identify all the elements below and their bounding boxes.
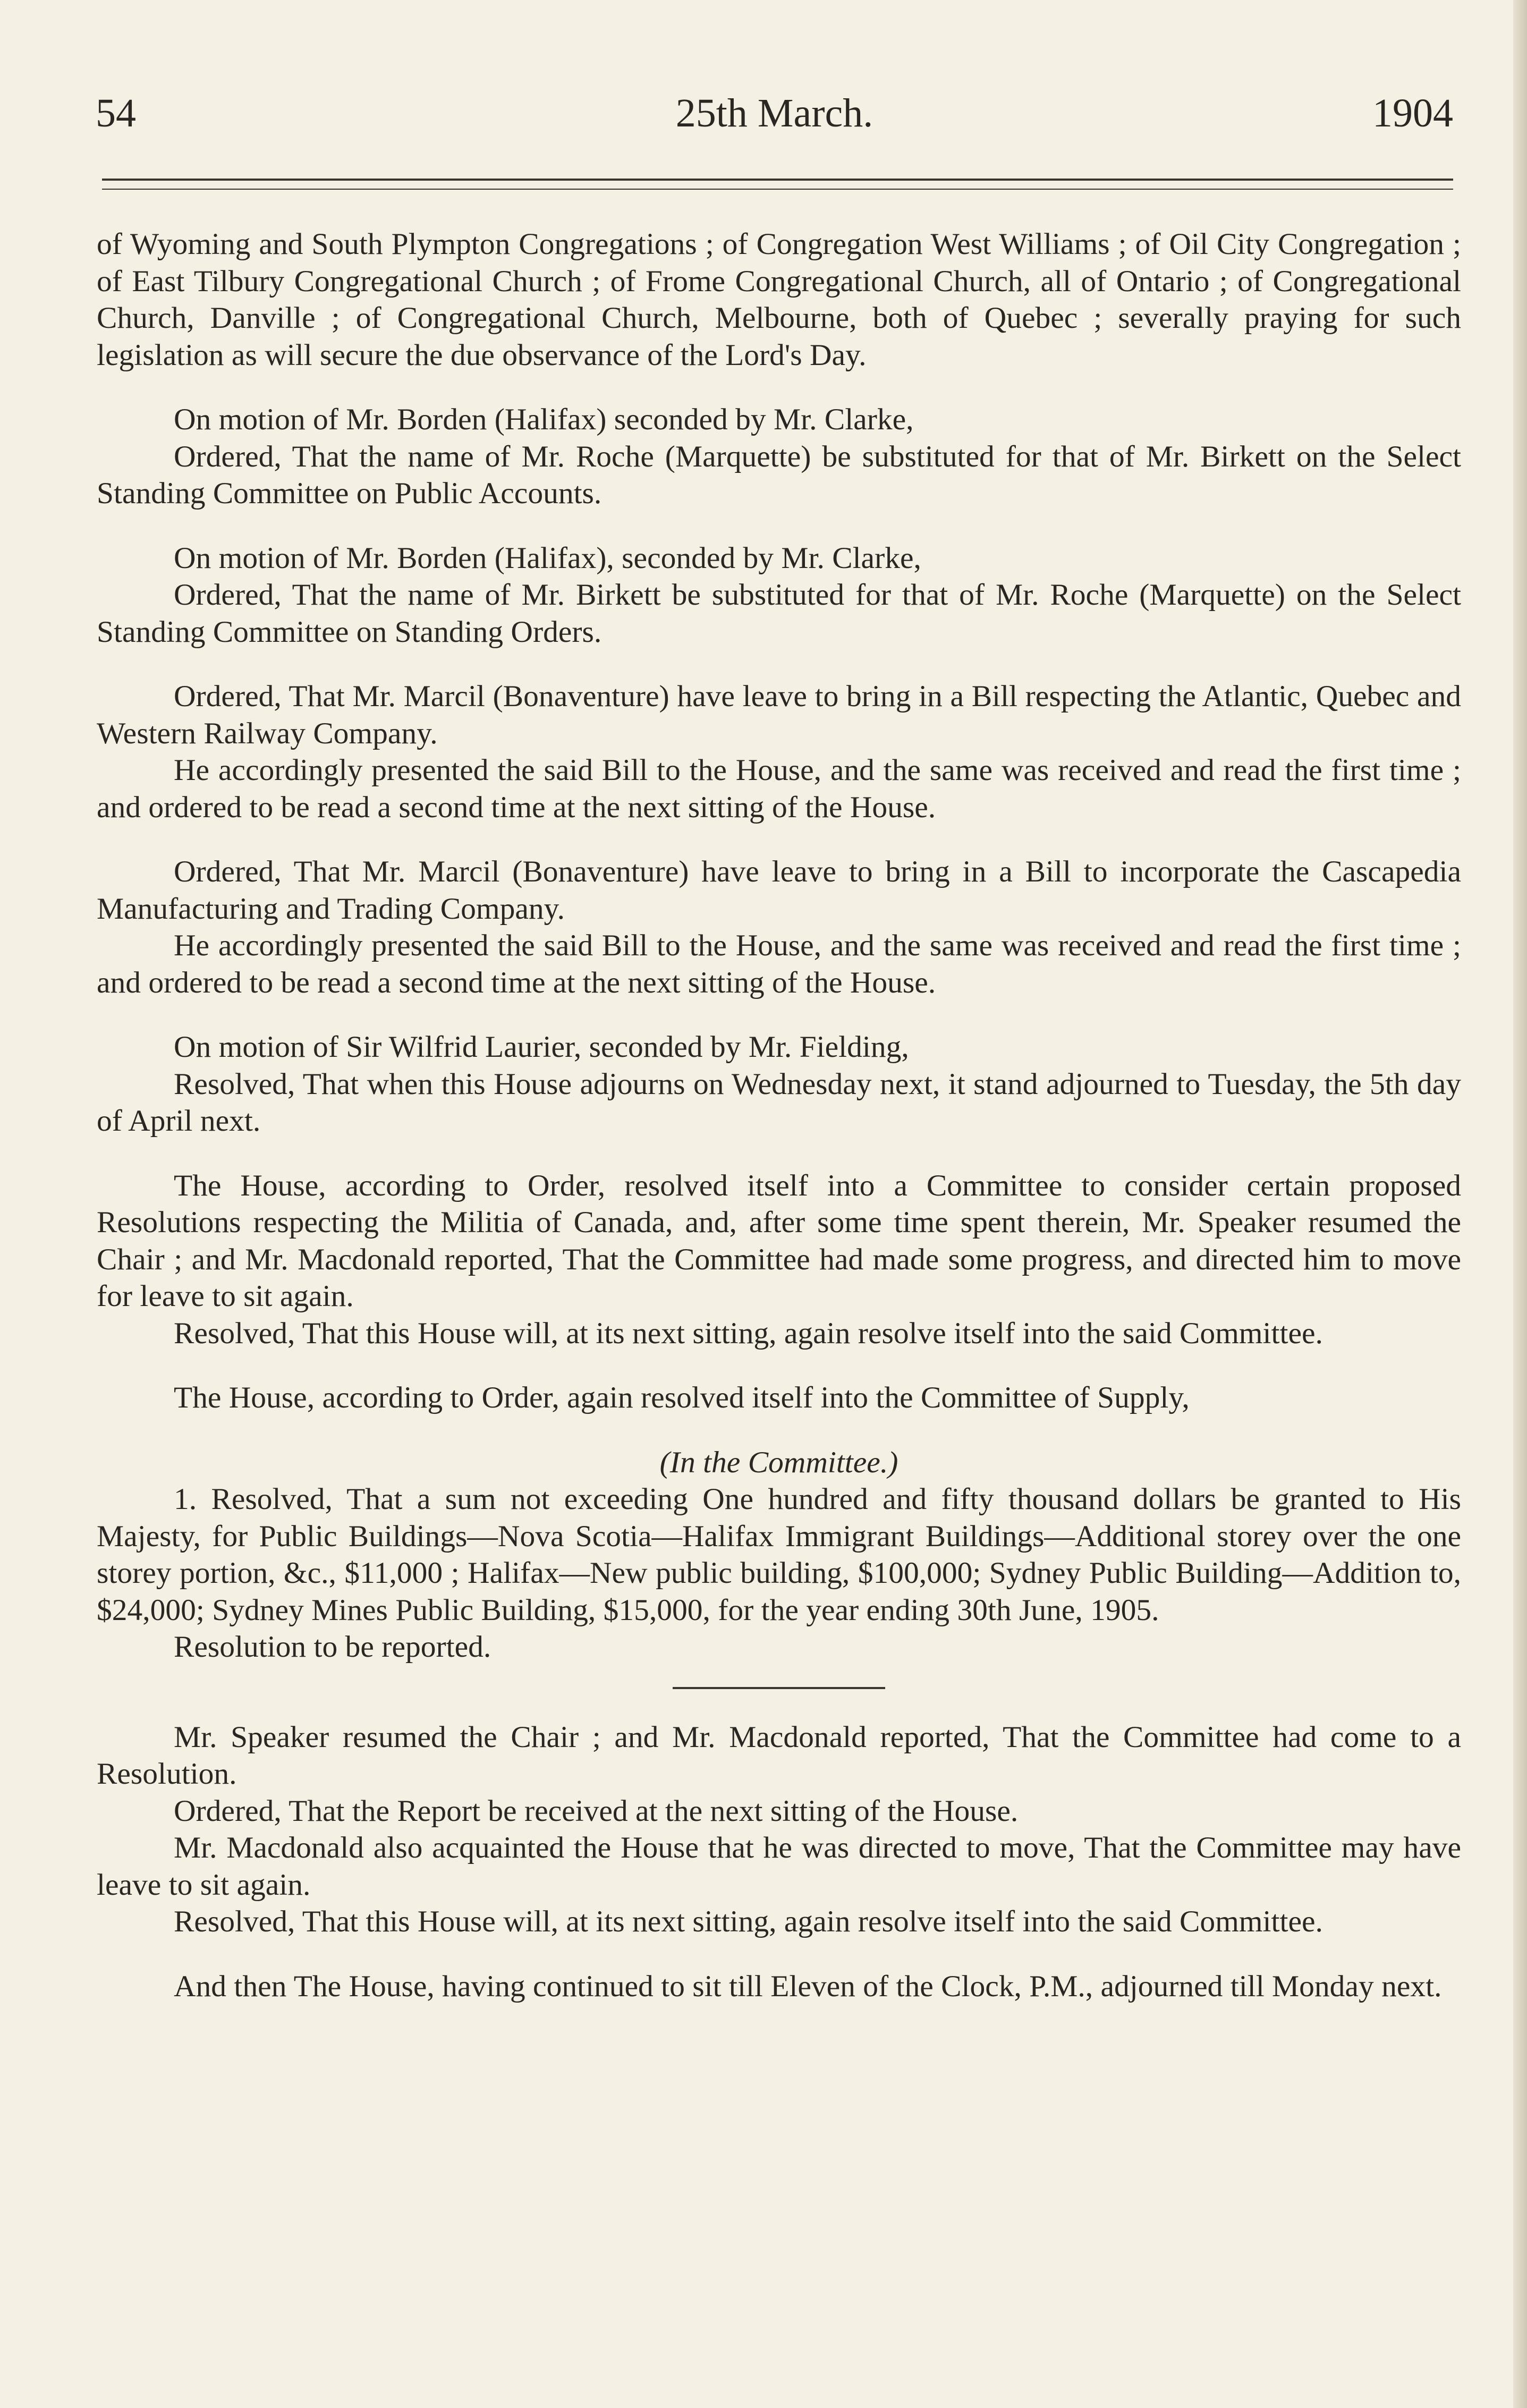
header-rule [102,179,1453,181]
bill-presented-text: He accordingly presented the said Bill to the House, and the same was received and read the first time ; and ordered to be read a second time at the next sitting of the House. [97,753,1461,824]
page-year: 1904 [1372,91,1453,135]
page-date: 25th March. [675,91,873,135]
speaker-resumed-text: Mr. Speaker resumed the Chair ; and Mr. Macdonald reported, That the Committee had come to a Resolution. [97,1720,1461,1791]
journal-body [97,226,1461,2005]
order-text: Ordered, That the Report be received at the next sitting of the House. [174,1794,1019,1828]
adjournment-text: And then The House, having continued to sit till Eleven of the Clock, P.M., adjourned till Monday next. [174,1969,1442,2003]
page-edge [1513,0,1527,2408]
header-rule-thin [102,189,1453,190]
petition-continuation: of Wyoming and South Plympton Congregations ; of Congregation West Williams ; of Oil City Congregation ; of East Tilbury Congregational Church ; of Frome Congregational Church, all of Ontario ; of Congregational Church, Danville ; of Congregational Church, Melbourne, both of Quebec ; severally praying for such legislation as will secure the due observance of the Lord's Day. [97,227,1461,372]
resolution-reported: Resolution to be reported. [174,1630,491,1664]
resolution-text: Resolved, That when this House adjourns on Wednesday next, it stand adjourned to Tuesday, the 5th day of April next. [97,1067,1461,1138]
motion-intro: On motion of Mr. Borden (Halifax), seconded by Mr. Clarke, [174,541,921,575]
page-number: 54 [96,91,136,135]
order-text: Ordered, That Mr. Marcil (Bonaventure) have leave to bring in a Bill respecting the Atlantic, Quebec and Western Railway Company. [97,680,1461,750]
resolution-text: Resolved, That this House will, at its next sitting, again resolve itself into the said Committee. [174,1905,1323,1938]
supply-resolution: 1. Resolved, That a sum not exceeding One hundred and fifty thousand dollars be granted to His Majesty, for Public Buildings—Nova Scotia—Halifax Immigrant Buildings—Additional storey over the one storey portion, &c., $11,000 ; Halifax—New public building, $100,000; Sydney Public Building—Addition to, $24,000; Sydney Mines Public Building, $15,000, for the year ending 30th June, 1905. [97,1482,1461,1627]
section-divider [673,1687,885,1689]
resolution-text: Resolved, That this House will, at its next sitting, again resolve itself into the said Committee. [174,1316,1323,1350]
committee-text: The House, according to Order, resolved itself into a Committee to consider certain proposed Resolutions respecting the Militia of Canada, and, after some time spent therein, Mr. Speaker resumed the Chair ; and Mr. Macdonald reported, That the Committee had made some progress, and directed him to move for leave to sit again. [97,1168,1461,1313]
motion-intro: On motion of Mr. Borden (Halifax) seconded by Mr. Clarke, [174,403,914,436]
supply-text: The House, according to Order, again resolved itself into the Committee of Supply, [174,1381,1190,1414]
bill-presented-text: He accordingly presented the said Bill to the House, and the same was received and read the first time ; and ordered to be read a second time at the next sitting of the House. [97,929,1461,999]
motion-intro: On motion of Sir Wilfrid Laurier, seconded by Mr. Fielding, [174,1030,909,1064]
page-header [96,89,1453,137]
order-text: Ordered, That the name of Mr. Roche (Marquette) be substituted for that of Mr. Birkett on the Select Standing Committee on Public Accounts. [97,439,1461,510]
macdonald-text: Mr. Macdonald also acquainted the House that he was directed to move, That the Committee may have leave to sit again. [97,1831,1461,1902]
committee-heading: (In the Committee.) [659,1445,898,1479]
order-text: Ordered, That the name of Mr. Birkett be substituted for that of Mr. Roche (Marquette) on the Select Standing Committee on Standing Orders. [97,578,1461,649]
order-text: Ordered, That Mr. Marcil (Bonaventure) have leave to bring in a Bill to incorporate the Cascapedia Manufacturing and Trading Company. [97,855,1461,926]
